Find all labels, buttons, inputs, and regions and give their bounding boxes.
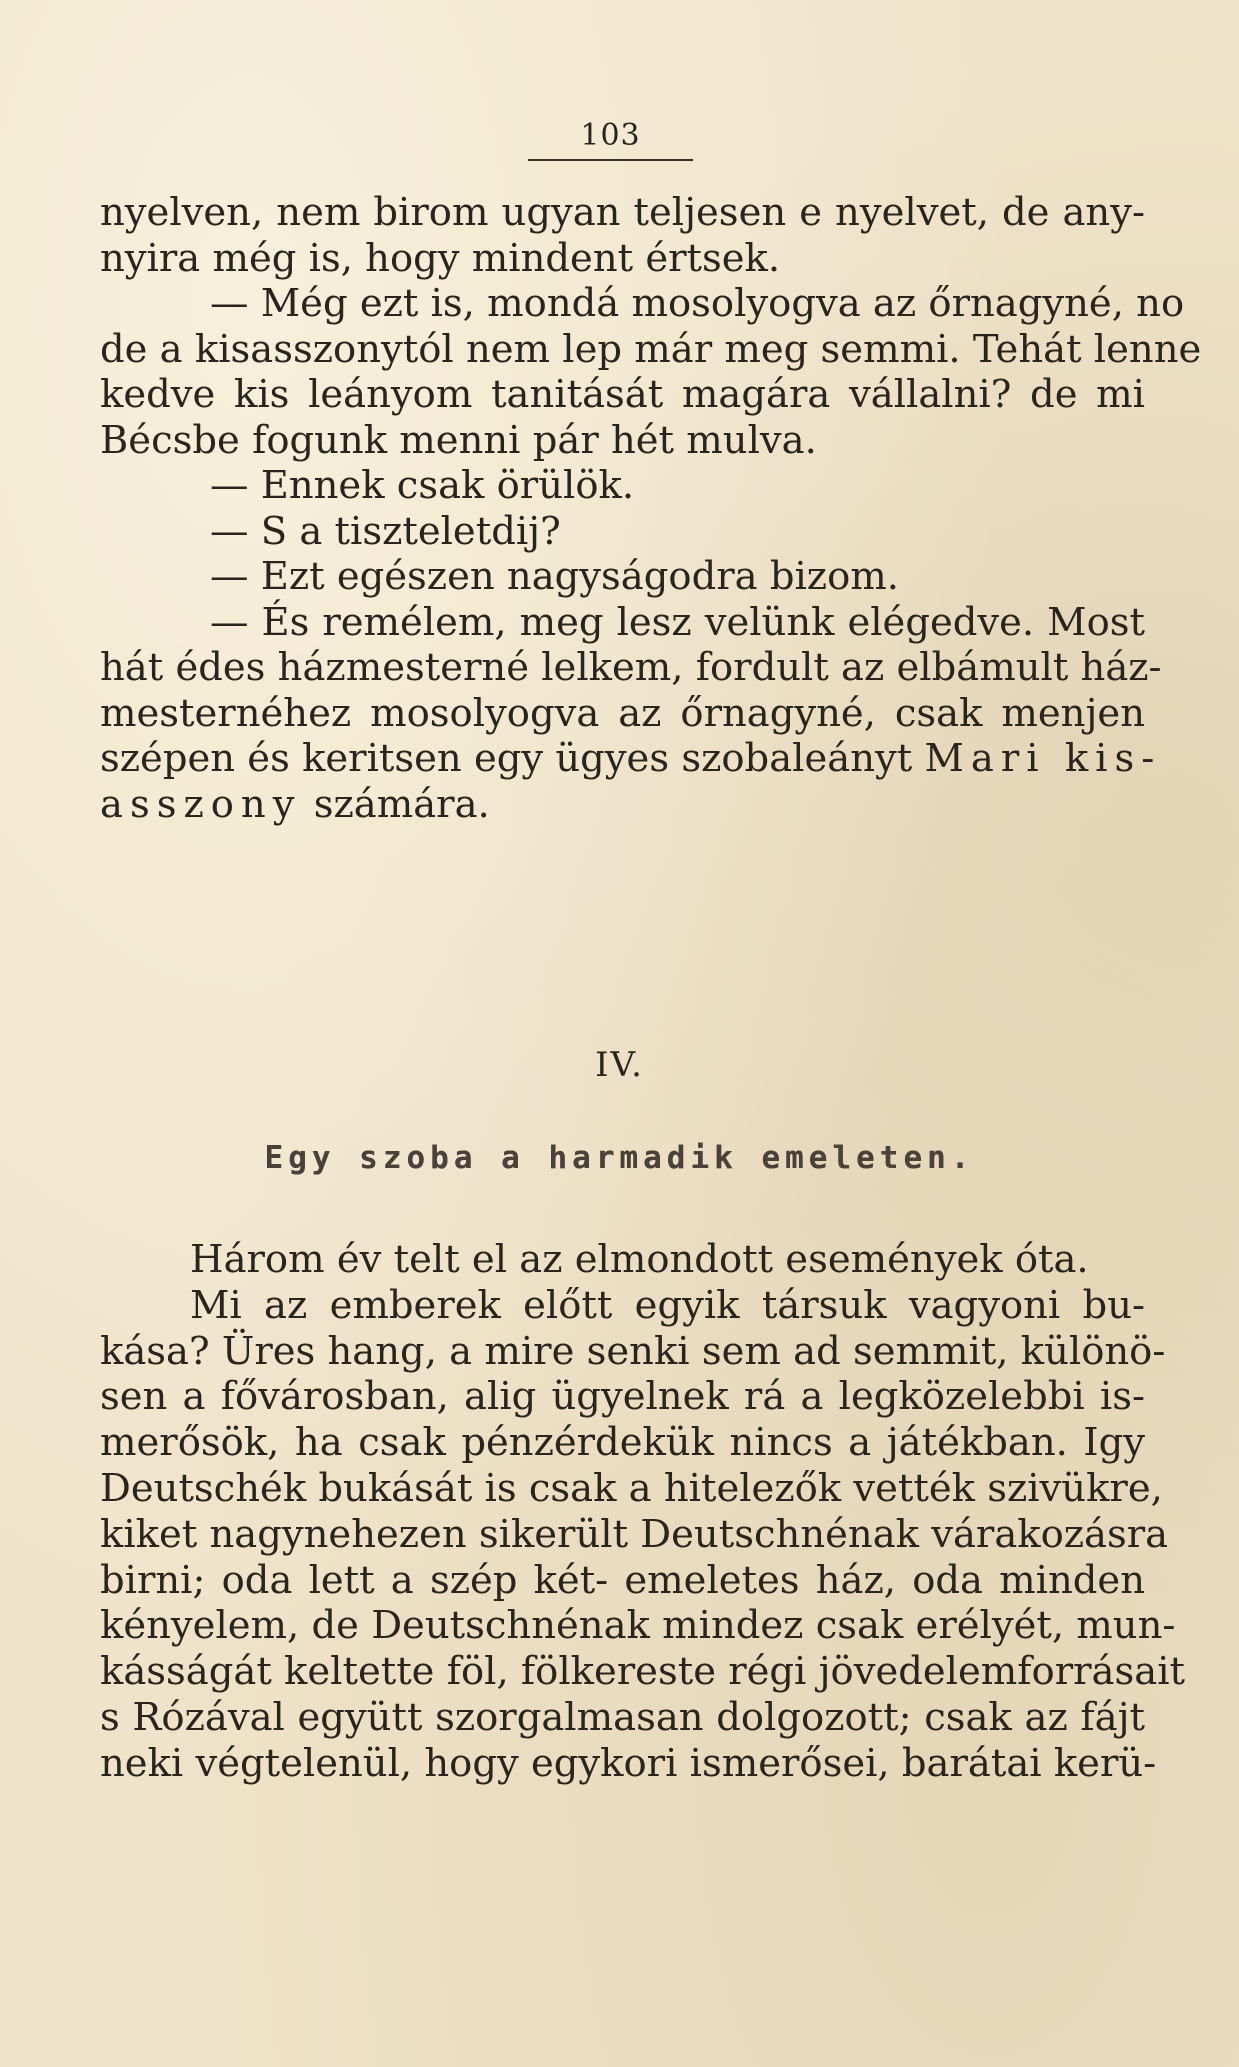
text-line bbox=[100, 463, 1145, 509]
line-text: Bécsbe fogunk menni pár hét mulva. bbox=[100, 417, 817, 463]
line-text: mesternéhez mosolyogva az őrnagyné, csak menjen bbox=[100, 690, 1145, 736]
line-text: Deutschék bukását is csak a hitelezők vették szivükre, bbox=[100, 1465, 1163, 1511]
line-text: merősök, ha csak pénzérdekük nincs a játékban. Igy bbox=[100, 1420, 1145, 1466]
line-text: sen a fővárosban, alig ügyelnek rá a legközelebbi is- bbox=[100, 1374, 1145, 1420]
chapter-title: Egy szoba a harmadik emeleten. bbox=[264, 1140, 975, 1176]
text-line bbox=[100, 190, 1145, 236]
text-line bbox=[100, 281, 1185, 327]
text-line bbox=[100, 645, 1162, 691]
line-text: — És remélem, meg lesz velünk elégedve. Most bbox=[210, 599, 1145, 645]
line-text: s Rózával együtt szorgalmasan dolgozott; csak az fájt bbox=[100, 1694, 1145, 1740]
text-line bbox=[100, 1740, 1157, 1787]
text-line bbox=[100, 1465, 1163, 1512]
line-text: Három év telt el az elmondott események óta. bbox=[190, 1237, 1089, 1282]
line-text: nyira még is, hogy mindent értsek. bbox=[100, 235, 781, 281]
text-line bbox=[100, 1420, 1145, 1466]
text-line bbox=[100, 326, 1202, 373]
chapter-number: IV. bbox=[595, 1045, 644, 1085]
text-line bbox=[100, 509, 1145, 555]
line-text: — S a tiszteletdij? bbox=[210, 508, 561, 554]
line-text: kényelem, de Deutschnénak mindez csak erélyét, mun- bbox=[100, 1603, 1176, 1649]
line-text: szépen és keritsen egy ügyes szobaleányt bbox=[100, 736, 913, 781]
emphasized-text: Mari kis- bbox=[924, 736, 1162, 781]
text-line bbox=[100, 736, 1162, 782]
text-line bbox=[100, 1283, 1145, 1329]
first-text-block bbox=[100, 190, 1202, 827]
line-text: — Még ezt is, mondá mosolyogva az őrnagyné, no bbox=[210, 281, 1185, 326]
line-text: számára. bbox=[301, 781, 490, 827]
text-line bbox=[100, 1237, 1145, 1283]
emphasized-text: asszony bbox=[100, 781, 302, 827]
text-line bbox=[100, 1695, 1145, 1741]
line-text: kásságát keltette föl, fölkereste régi jövedelemforrásait bbox=[100, 1649, 1185, 1695]
line-text: — Ezt egészen nagyságodra bizom. bbox=[210, 554, 899, 599]
text-line bbox=[100, 600, 1145, 646]
line-text: Mi az emberek előtt egyik társuk vagyoni bu- bbox=[190, 1282, 1145, 1328]
text-line bbox=[100, 782, 1145, 828]
text-line bbox=[100, 1511, 1169, 1558]
line-text: birni; oda lett a szép két- emeletes ház, oda minden bbox=[100, 1557, 1145, 1603]
line-text: — Ennek csak örülök. bbox=[210, 463, 635, 508]
line-text: neki végtelenül, hogy egykori ismerősei, barátai kerü- bbox=[100, 1740, 1157, 1786]
text-line bbox=[100, 1603, 1176, 1649]
text-line bbox=[100, 554, 1145, 600]
text-line bbox=[100, 372, 1145, 418]
text-line bbox=[100, 236, 1145, 282]
text-line bbox=[100, 418, 1145, 464]
text-line bbox=[100, 1374, 1145, 1420]
line-text: kedve kis leányom tanitását magára vállalni? de mi bbox=[100, 372, 1145, 417]
text-line bbox=[100, 1649, 1185, 1695]
line-text: hát édes házmesterné lelkem, fordult az elbámult ház- bbox=[100, 645, 1162, 690]
text-line bbox=[100, 691, 1145, 737]
line-text: nyelven, nem birom ugyan teljesen e nyelvet, de any- bbox=[100, 190, 1145, 235]
line-text: kiket nagynehezen sikerült Deutschnénak várakozásra bbox=[100, 1511, 1169, 1557]
page-number: 103 bbox=[528, 118, 693, 161]
second-text-block bbox=[100, 1237, 1185, 1787]
text-line bbox=[100, 1328, 1166, 1375]
line-text: de a kisasszonytól nem lep már meg semmi. Tehát lenne bbox=[100, 326, 1202, 372]
text-line bbox=[100, 1558, 1145, 1604]
line-text: kása? Üres hang, a mire senki sem ad semmit, különö- bbox=[100, 1328, 1166, 1374]
